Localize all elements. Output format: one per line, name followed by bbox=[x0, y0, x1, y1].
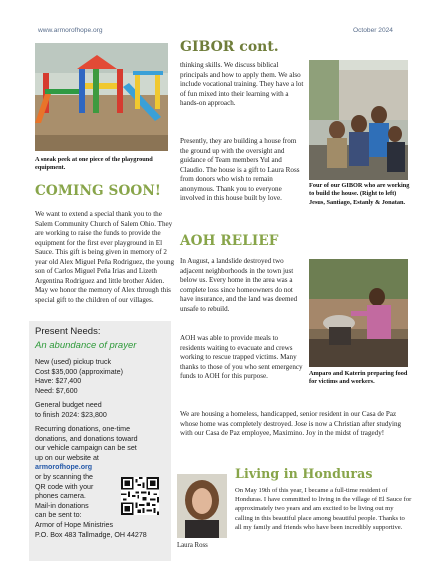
present-needs-heading: Present Needs: bbox=[35, 326, 101, 337]
recurring-line-4: up on our website at bbox=[35, 453, 99, 462]
truck-need-amount: Need: $7,600 bbox=[35, 386, 78, 395]
aoh-paragraph-2: AOH was able to provide meals to residents waiting to evacuate and crews working to rescue trapped victims. Many thanks to those of you who sent emergency funds to AOH for this purpose. bbox=[180, 334, 303, 381]
aoh-caption: Amparo and Katerin preparing food for victims and workers. bbox=[309, 370, 408, 386]
budget-need bbox=[35, 401, 107, 420]
mail-line-2: can be sent to: bbox=[35, 511, 82, 520]
scan-line-1: or by scanning the bbox=[35, 472, 93, 481]
coming-soon-heading: COMING SOON! bbox=[35, 183, 161, 199]
gibor-paragraph-1: thinking skills. We discuss biblical principals and how to apply them. We also include vocational training. They have a lot of fun mixed into their learning with a hands-on approach. bbox=[180, 61, 304, 108]
recurring-line-2: donations, and donations toward bbox=[35, 434, 138, 443]
budget-line-1: General budget need bbox=[35, 401, 102, 409]
gibor-paragraph-2: Presently, they are building a house from the ground up with the oversight and guidance of Team members Yul and Claudio. The house is a gift to Laura Ross from donors who wish to remain anonymous. Thank you to everyone involved in this house built by love. bbox=[180, 137, 300, 203]
truck-cost: Cost $35,000 (approximate) bbox=[35, 367, 123, 376]
truck-label: New (used) pickup truck bbox=[35, 358, 112, 366]
gibor-workers-photo bbox=[309, 60, 408, 180]
scan-line-3: phones camera. bbox=[35, 492, 86, 501]
laura-caption: Laura Ross bbox=[177, 542, 208, 549]
budget-line-2: to finish 2024: $23,800 bbox=[35, 410, 107, 419]
recurring-line-3: our vehicle campaign can be set bbox=[35, 444, 137, 453]
truck-need bbox=[35, 358, 123, 396]
food-preparation-photo bbox=[309, 259, 408, 367]
prayer-need: An abundance of prayer bbox=[35, 340, 137, 351]
mail-line-4: P.O. Box 483 Tallmadge, OH 44278 bbox=[35, 530, 147, 539]
gibor-heading: GIBOR cont. bbox=[180, 39, 279, 55]
mail-line-1: Mail-in donations bbox=[35, 501, 89, 510]
website-header[interactable]: www.armorofhope.org bbox=[38, 27, 103, 34]
coming-soon-paragraph: We want to extend a special thank you to the Salem Community Church of Salem Ohio. They are working to raise the funds to provide the equipment for the first ever playground in El Sauce. This gift is being given in memory of 2 year old Alex Miguel Peña Rodriguez, the young son of Carlos Miguel Peña Irias and Lizeth Argentina Rodriguez and little brother Aiden. May we honor the memory of Alex through this special gift to the children of our villages. bbox=[35, 210, 175, 304]
issue-date: October 2024 bbox=[353, 27, 393, 34]
recurring-line-1: Recurring donations, one-time bbox=[35, 425, 131, 433]
qr-code[interactable] bbox=[121, 477, 159, 515]
website-link[interactable]: armorofhope.org bbox=[35, 463, 93, 472]
gibor-caption: Four of our GIBOR who are working to build the house. (Right to left) Jesus, Santiago, Estanly & Jonatan. bbox=[309, 182, 410, 206]
living-honduras-paragraph: On May 19th of this year, I became a full-time resident of Honduras. I have committed to living in the village of El Sauce for approximately two years and am excited to be living out my calling in this beautiful place among beautiful people. Thanks to all my family and friends who have been incredibly supportive. bbox=[235, 487, 412, 531]
living-honduras-heading: Living in Honduras bbox=[235, 466, 373, 481]
aoh-relief-heading: AOH RELIEF bbox=[180, 233, 279, 249]
mail-line-3: Armor of Hope Ministries bbox=[35, 520, 114, 529]
aoh-paragraph-1: In August, a landslide destroyed two adjacent neighborhoods in the town just below us. Every home in the area was a complete loss since homeowners do not have insurance, and the land was deemed unsafe to rebuild. bbox=[180, 257, 298, 313]
truck-have: Have: $27,400 bbox=[35, 377, 82, 386]
laura-ross-photo bbox=[177, 474, 227, 538]
playground-caption: A sneak peek at one piece of the playground equipment. bbox=[35, 156, 153, 172]
playground-photo bbox=[35, 43, 168, 151]
aoh-paragraph-3: We are housing a homeless, handicapped, senior resident in our Casa de Paz whose home was completely destroyed. Jose is now a Christian after studying with our Casa de Paz employee, Maximino. Joy in the midst of tragedy! bbox=[180, 410, 402, 438]
scan-line-2: QR code with your bbox=[35, 482, 94, 491]
